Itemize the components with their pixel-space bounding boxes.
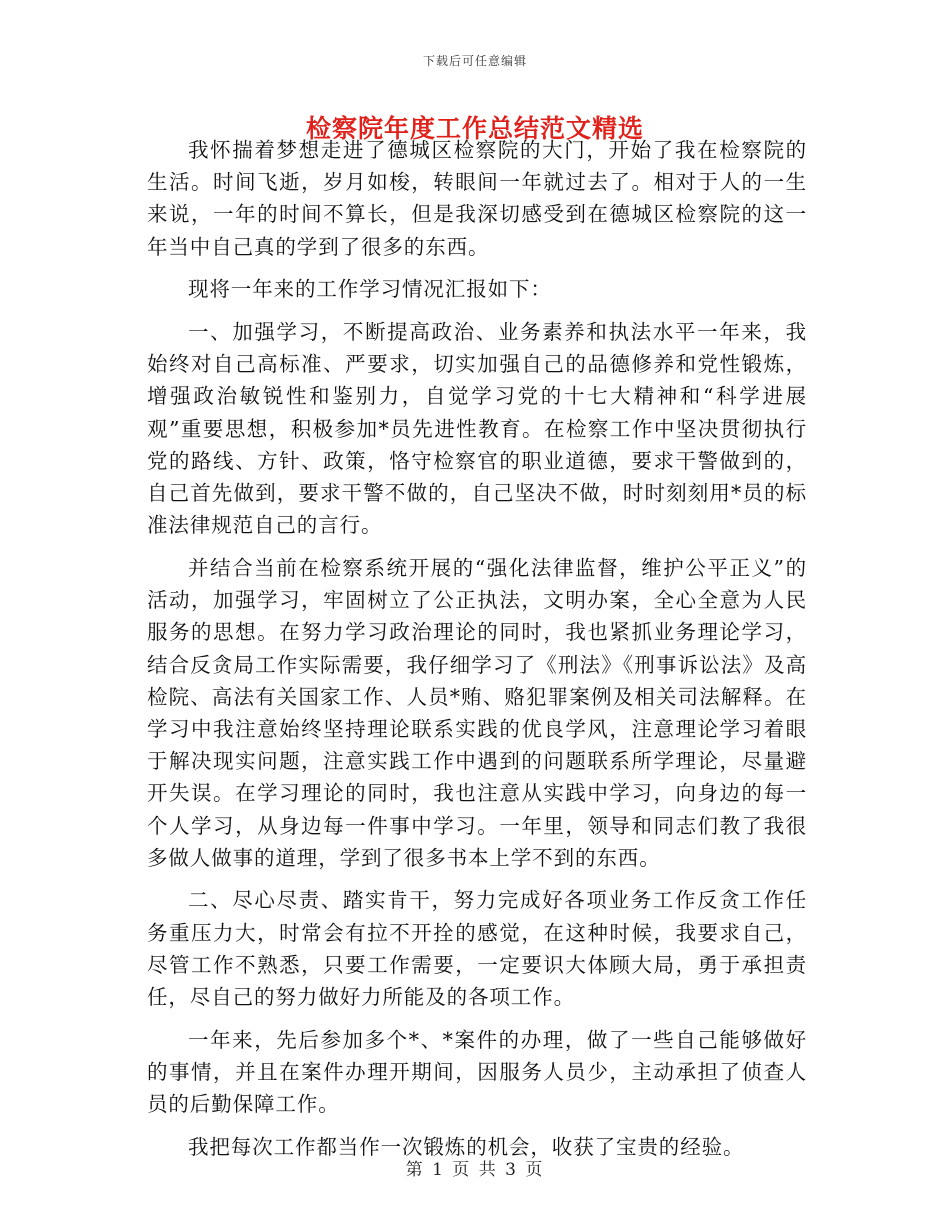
paragraph-closing: 我把每次工作都当作一次锻炼的机会，收获了宝贵的经验。 bbox=[188, 1134, 745, 1159]
paragraph-cases: 一年来，先后参加多个*、*案件的办理，做了一些自己能够做好的事情，并且在案件办理开期间，因服务人员少，主动承担了侦查人员的后勤保障工作。 bbox=[147, 1027, 807, 1117]
page-number-footer: 第 1 页 共 3 页 bbox=[405, 1160, 545, 1180]
paragraph-section-one: 一、加强学习，不断提高政治、业务素养和执法水平一年来，我始终对自己高标准、严要求，切实加强自己的品德修养和党性锻炼，增强政治敏锐性和鉴别力，自觉学习党的十七大精神和“科学进展观”重要思想，积极参加*员先进性教育。在检察工作中坚决贯彻执行党的路线、方针、政策，恪守检察官的职业道德，要求干警做到的，自己首先做到，要求干警不做的，自己坚决不做，时时刻刻用*员的标准法律规范自己的言行。 bbox=[147, 320, 807, 538]
document-title: 检察院年度工作总结范文精选 bbox=[305, 114, 644, 143]
page-header-note: 下载后可任意编辑 bbox=[422, 54, 527, 68]
paragraph-intro: 我怀揣着梦想走进了德城区检察院的大门，开始了我在检察院的生活。时间飞逝，岁月如梭，转眼间一年就过去了。相对于人的一生来说，一年的时间不算长，但是我深切感受到在德城区检察院的这一年当中自己真的学到了很多的东西。 bbox=[147, 138, 807, 259]
paragraph-section-two: 二、尽心尽责、踏实肯干，努力完成好各项业务工作反贪工作任务重压力大，时常会有拉不开拴的感觉，在这种时候，我要求自己，尽管工作不熟悉，只要工作需要，一定要识大体顾大局，勇于承担责任，尽自己的努力做好力所能及的各项工作。 bbox=[147, 888, 807, 1010]
document-body bbox=[147, 134, 807, 1174]
paragraph-report-lead: 现将一年来的工作学习情况汇报如下： bbox=[188, 277, 552, 302]
paragraph-study-activities: 并结合当前在检察系统开展的“强化法律监督，维护公平正义”的活动，加强学习，牢固树立了公正执法，文明办案，全心全意为人民服务的思想。在努力学习政治理论的同时，我也紧抓业务理论学习，结合反贪局工作实际需要，我仔细学习了《刑法》《刑事诉讼法》及高检院、高法有关国家工作、人员*贿、赂犯罪案例及相关司法解释。在学习中我注意始终坚持理论联系实践的优良学风，注意理论学习着眼于解决现实问题，注意实践工作中遇到的问题联系所学理论，尽量避开失误。在学习理论的同时，我也注意从实践中学习，向身边的每一个人学习，从身边每一件事中学习。一年里，领导和同志们教了我很多做人做事的道理，学到了很多书本上学不到的东西。 bbox=[147, 555, 807, 870]
